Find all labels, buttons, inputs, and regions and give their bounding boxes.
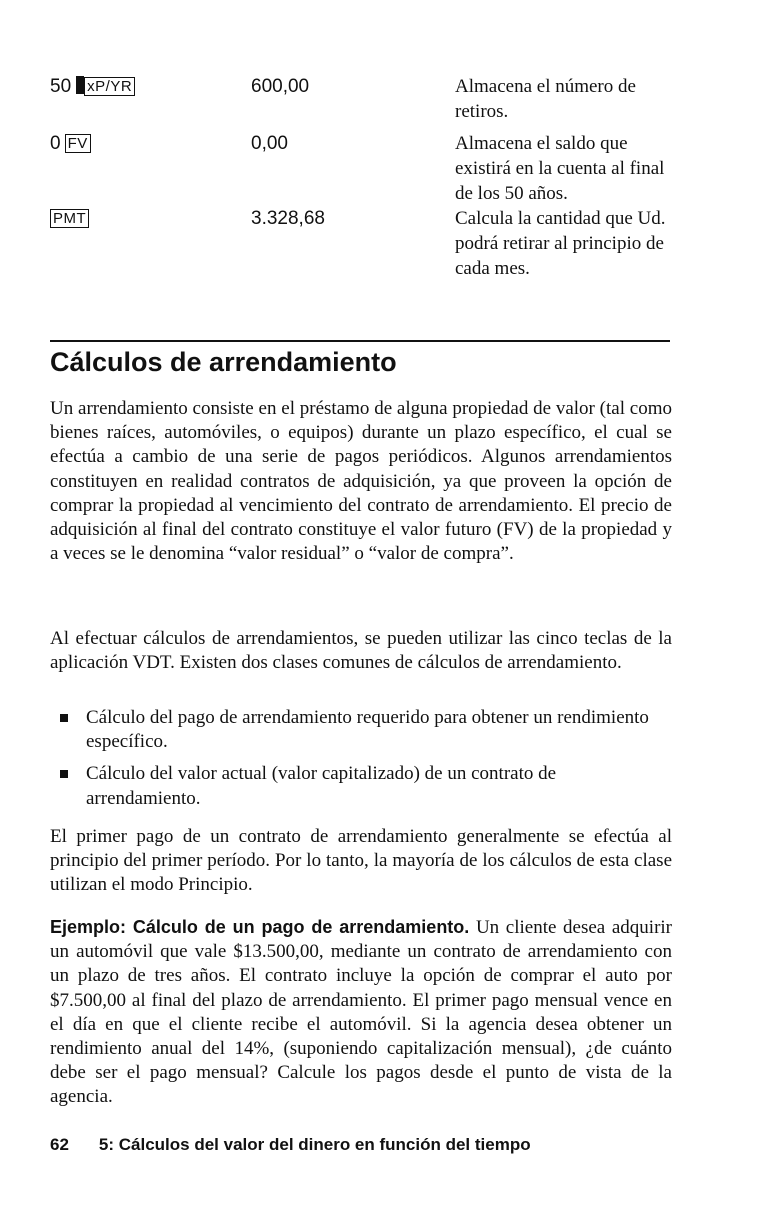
keystroke-cell	[50, 74, 250, 99]
keystroke-prefix: 50	[50, 76, 72, 97]
page-footer	[50, 1135, 531, 1155]
example-label: Ejemplo: Cálculo de un pago de arrendamiento.	[50, 917, 470, 937]
paragraph-begin-mode: El primer pago de un contrato de arrendamiento generalmente se efectúa al principio del primer período. Por lo tanto, la mayoría de los cálculos de esta clase utilizan el modo Principio.	[50, 826, 672, 896]
display-value: 3.328,68	[251, 208, 325, 229]
keystroke-cell	[50, 131, 250, 156]
calculator-key: PMT	[50, 209, 89, 228]
paragraph-lease-keys: Al efectuar cálculos de arrendamientos, se pueden utilizar las cinco teclas de la aplicación VDT. Existen dos clases comunes de cálculos de arrendamiento.	[50, 628, 672, 674]
bullet-icon	[60, 714, 68, 722]
lease-calculation-list	[50, 706, 672, 819]
list-item	[50, 762, 672, 810]
example-paragraph	[50, 915, 672, 1110]
keystroke-cell	[50, 206, 250, 231]
section-title: Cálculos de arrendamiento	[50, 347, 397, 377]
paragraph-lease-definition: Un arrendamiento consiste en el préstamo de alguna propiedad de valor (tal como bienes raíces, automóviles, o equipos) durante un plazo específico, el cual se efectúa a cambio de una serie de pagos periódicos. Algunos arrendamientos constituyen en realidad contratos de adquisición, ya que proveen la opción de comprar la propiedad al vencimiento del contrato de arrendamiento. El precio de adquisición al final del contrato constituye el valor futuro (FV) de la propiedad y a veces se le denomina “valor residual” o “valor de compra”.	[50, 398, 672, 565]
display-value: 0,00	[251, 133, 288, 154]
list-item-text: Cálculo del valor actual (valor capitalizado) de un contrato de arrendamiento.	[86, 763, 557, 809]
example-text: Un cliente desea adquirir un automóvil que vale $13.500,00, mediante un contrato de arrendamiento con un plazo de tres años. El contrato incluye la opción de comprar el auto por $7.500,00 al final del plazo de arrendamiento. El primer pago mensual vence en el día en que el cliente recibe el automóvil. Si la agencia desea obtener un rendimiento anual del 14%, (suponiendo capitalización mensual), ¿de cuánto debe ser el pago mensual? Calcule los pagos desde el punto de vista de la agencia.	[50, 917, 673, 1108]
chapter-title: 5: Cálculos del valor del dinero en función del tiempo	[98, 1135, 531, 1154]
keystroke-row	[50, 131, 690, 211]
calculator-key: FV	[65, 134, 91, 153]
shift-key-icon	[76, 76, 84, 94]
keystroke-description: Almacena el número de retiros.	[455, 76, 636, 122]
bullet-icon	[60, 770, 68, 778]
keystroke-row	[50, 206, 690, 306]
keystroke-description: Almacena el saldo que existirá en la cuenta al final de los 50 años.	[455, 133, 665, 204]
display-value: 600,00	[251, 76, 310, 97]
calculator-key: xP/YR	[84, 77, 135, 96]
list-item-text: Cálculo del pago de arrendamiento requerido para obtener un rendimiento específico.	[86, 707, 649, 753]
keystroke-row	[50, 74, 690, 134]
section-rule	[50, 340, 670, 342]
keystroke-description: Calcula la cantidad que Ud. podrá retirar al principio de cada mes.	[455, 208, 666, 279]
page-number: 62	[50, 1135, 69, 1154]
keystroke-prefix: 0	[50, 133, 61, 154]
list-item	[50, 706, 672, 754]
